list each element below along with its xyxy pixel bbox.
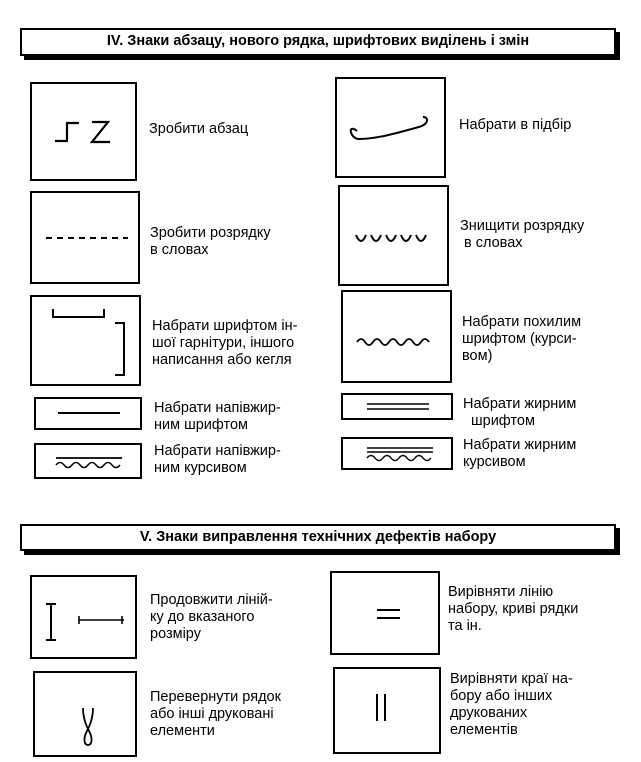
- section-5-title: [20, 524, 616, 551]
- label-line: Перевернути рядок: [150, 689, 281, 705]
- italic-mark-icon: [343, 292, 450, 381]
- paragraph-mark-box: [30, 82, 137, 181]
- paragraph-mark-icon: [32, 84, 135, 179]
- label-line: Продовжити ліній-: [150, 592, 273, 608]
- label-extend-line: [150, 592, 273, 643]
- label-line: бору або інших: [450, 688, 553, 704]
- label-line: Набрати шрифтом ін-: [152, 318, 298, 334]
- run-in-mark-icon: [337, 79, 444, 176]
- label-turn-over: [150, 689, 281, 740]
- label-line: ку до вказаного: [150, 609, 255, 625]
- remove-letterspacing-mark-box: [338, 185, 449, 286]
- italic-mark-box: [341, 290, 452, 383]
- turn-over-mark-icon: [35, 673, 135, 755]
- label-remove-letterspacing: [460, 218, 584, 252]
- label-line: в словах: [464, 235, 523, 251]
- label-line: Вирівняти краї на-: [450, 671, 573, 687]
- section-5-title-text: V. Знаки виправлення технічних дефектів набору: [139, 529, 497, 545]
- label-line: Набрати жирним: [463, 437, 577, 453]
- label-line: елементи: [150, 723, 215, 739]
- label-line: курсивом: [463, 454, 526, 470]
- extend-line-mark-icon: [32, 577, 135, 657]
- label-line: Набрати похилим: [462, 314, 582, 330]
- label-line: Знищити розрядку: [460, 218, 585, 234]
- label-line: набору, криві рядки: [448, 601, 579, 617]
- label-line: шої гарнітури, іншого: [152, 335, 295, 351]
- label-bold: [463, 396, 576, 430]
- label-make-paragraph: [149, 121, 248, 138]
- label-semibold-italic: [154, 443, 281, 477]
- label-italic: [462, 314, 581, 365]
- bold-mark-box: [341, 393, 453, 420]
- run-in-mark-box: [335, 77, 446, 178]
- label-run-in: [459, 117, 571, 134]
- bold-mark-icon: [343, 395, 451, 418]
- section-4-title: [20, 28, 616, 56]
- other-typeface-mark-box: [30, 295, 141, 386]
- other-typeface-mark-icon: [32, 297, 139, 384]
- turn-over-mark-box: [33, 671, 137, 757]
- label-line: розміру: [150, 626, 201, 642]
- label-line: Набрати напівжир-: [154, 400, 281, 416]
- remove-letterspacing-mark-icon: [340, 187, 447, 284]
- extend-line-mark-box: [30, 575, 137, 659]
- label-line: ним курсивом: [154, 460, 247, 476]
- label-line: вом): [462, 348, 493, 364]
- align-edges-mark-box: [333, 667, 441, 754]
- label-line: ним шрифтом: [154, 417, 249, 433]
- label-align-edges: [450, 671, 573, 739]
- semibold-mark-box: [34, 397, 142, 430]
- label-bold-italic: [463, 437, 576, 471]
- label-line: або інші друковані: [150, 706, 274, 722]
- label-line: елементів: [450, 722, 518, 738]
- label-other-typeface: [152, 318, 297, 369]
- label-semibold: [154, 400, 281, 434]
- label-line: Набрати напівжир-: [154, 443, 281, 459]
- label-line: Зробити розрядку: [150, 225, 271, 241]
- align-line-mark-box: [330, 571, 440, 655]
- align-line-mark-icon: [332, 573, 438, 653]
- bold-italic-mark-box: [341, 437, 453, 470]
- label-line: Набрати жирним: [463, 396, 577, 412]
- align-edges-mark-icon: [335, 669, 439, 752]
- label-line: Вирівняти лінію: [448, 584, 554, 600]
- label-line: Зробити абзац: [149, 121, 249, 137]
- label-line: написання або кегля: [152, 352, 292, 368]
- label-line: друкованих: [450, 705, 528, 721]
- letterspacing-mark-box: [30, 191, 140, 284]
- letterspacing-mark-icon: [32, 193, 138, 282]
- label-align-line: [448, 584, 578, 635]
- semibold-italic-mark-icon: [36, 445, 140, 477]
- label-line: шрифтом: [471, 413, 535, 429]
- label-line: шрифтом (курси-: [462, 331, 577, 347]
- label-line: Набрати в підбір: [459, 117, 572, 133]
- semibold-mark-icon: [36, 399, 140, 428]
- section-4-title-text: IV. Знаки абзацу, нового рядка, шрифтових виділень і змін: [106, 33, 530, 49]
- label-line: в словах: [150, 242, 209, 258]
- label-line: та ін.: [448, 618, 482, 634]
- label-letterspacing: [150, 225, 271, 259]
- bold-italic-mark-icon: [343, 439, 451, 468]
- semibold-italic-mark-box: [34, 443, 142, 479]
